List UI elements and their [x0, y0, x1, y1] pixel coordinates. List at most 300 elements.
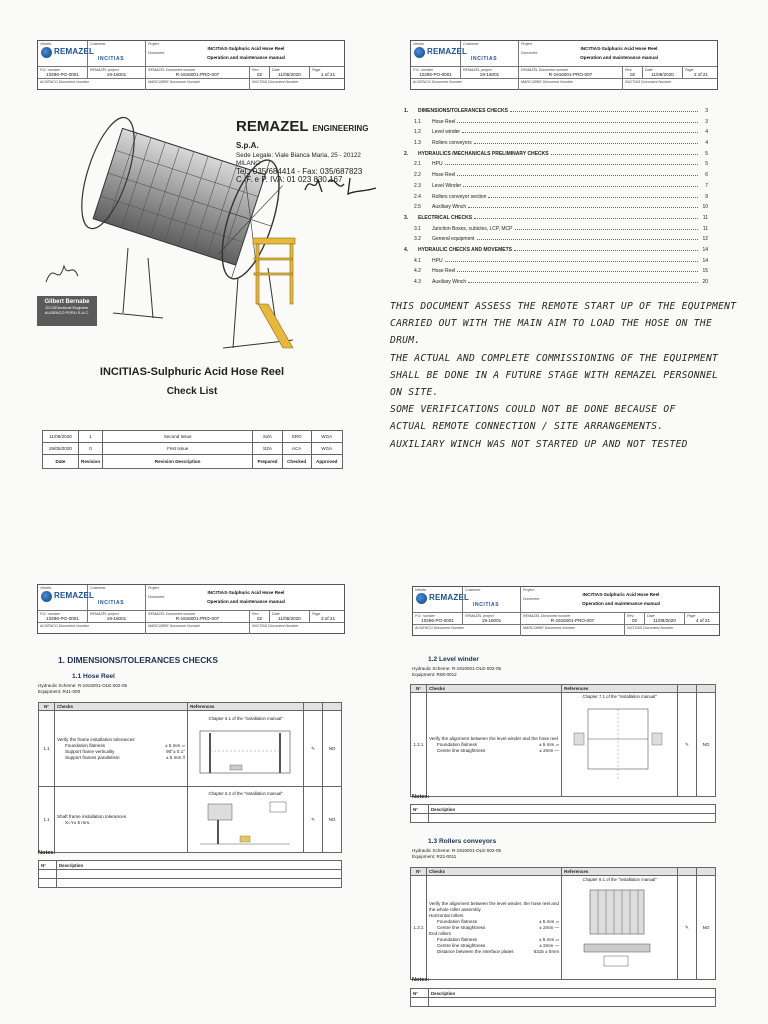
- toc-entry[interactable]: [404, 268, 708, 279]
- remazel-doc-value: R-1916001-PRO-007: [175, 72, 220, 77]
- tolerance-value: 6315 ± 5mm: [533, 948, 560, 954]
- remazel-doc-label: REMAZEL Document number: [148, 68, 196, 72]
- project-label: Project: [148, 42, 160, 46]
- notes-title: Notes:: [38, 850, 56, 856]
- toc-leader: [445, 258, 698, 262]
- toc-entry[interactable]: [404, 279, 708, 290]
- toc-title: Hose Reel: [432, 118, 456, 125]
- toc-leader: [463, 183, 698, 187]
- rev-value: 02: [256, 72, 263, 77]
- marcobre-label: MARCOBRE Document Number: [148, 80, 200, 84]
- toc-entry[interactable]: [404, 119, 708, 130]
- toc-title: DIMENSIONS/TOLERANCES CHECKS: [418, 108, 508, 114]
- incitias-doc-label: INCITIAS Document Number: [627, 626, 674, 630]
- revision-number: 1: [79, 431, 103, 443]
- col-number: N°: [411, 868, 427, 876]
- notes-cell: [411, 998, 429, 1007]
- check-result[interactable]: NO: [697, 693, 716, 797]
- notes-col-number: N°: [39, 861, 57, 870]
- toc-title: Rollers conveyor section: [432, 193, 487, 200]
- project-value: INCITIAS-Sulphuric Acid Hose Reel: [582, 592, 660, 597]
- tolerance-value: ± 5 mm: [539, 741, 555, 747]
- toc-entry[interactable]: [404, 151, 708, 162]
- col-references: References: [562, 868, 678, 876]
- company-suffix: ENGINEERING S.p.A.: [236, 124, 369, 150]
- table-row: [39, 787, 342, 853]
- toc-page: 3: [705, 118, 708, 125]
- toc-title: Level Winder: [432, 182, 462, 189]
- subsection-heading: 1.2 Level winder: [428, 656, 479, 663]
- document-label: Document: [521, 51, 538, 55]
- note-line: SOME VERIFICATIONS COULD NOT BE DONE BECAUSE OF: [390, 404, 676, 416]
- ausenco-label: AUSENCO Document Number: [415, 626, 464, 630]
- toc-page: 6: [705, 172, 708, 179]
- remazel-doc-label: REMAZEL Document number: [148, 612, 196, 616]
- toc-number: 2.5: [414, 204, 421, 211]
- toc-leader: [468, 279, 698, 283]
- toc-title: HPU: [432, 257, 443, 264]
- tolerance-value: ± 2mm: [539, 924, 554, 930]
- equipment-meta: [38, 683, 127, 695]
- notes-title: Notes:: [412, 977, 430, 983]
- toc-entry[interactable]: [404, 161, 708, 172]
- tolerance-symbol: //: [182, 754, 186, 760]
- rev-label: Rev.: [252, 612, 260, 616]
- note-line: DRUM.: [390, 335, 421, 347]
- marcobre-label: MARCOBRE Document Number: [148, 624, 200, 628]
- check-description: [426, 693, 561, 797]
- tolerance-name: Centre line straightness: [436, 942, 486, 948]
- remazel-doc-value: R-1916001-PRO-007: [175, 616, 220, 621]
- tolerance-name: Distance between the interface plates: [436, 948, 514, 954]
- company-phone: Tel.: 035/684414 - Fax: 035/687823: [236, 167, 363, 176]
- po-value: 10296-PO-0001: [46, 72, 79, 77]
- signature-mark-icon: ✎: [304, 787, 323, 853]
- ausenco-label: AUSENCO Document Number: [40, 624, 89, 628]
- po-label: P.O. number: [413, 68, 433, 72]
- table-of-contents: [404, 108, 708, 290]
- date-value: 11/08/2020: [651, 72, 674, 77]
- col-result: [697, 685, 716, 693]
- subsection-heading: 1.1 Hose Reel: [72, 673, 115, 680]
- notes-table: [410, 804, 716, 823]
- toc-title: HYDRAULICS /MECHANICALS PRELIMINARY CHECKS: [418, 150, 549, 157]
- incitias-logo: INCITIAS: [98, 56, 125, 62]
- revision-header-desc: Revision Description: [103, 455, 253, 469]
- page-label: Page: [312, 68, 321, 72]
- toc-entry[interactable]: [404, 194, 708, 205]
- ausenco-label: AUSENCO Document Number: [40, 80, 89, 84]
- revision-header-prepared: Prepared: [253, 455, 283, 469]
- toc-number: 4.: [404, 246, 409, 253]
- document-value: Operation and maintenance manual: [207, 599, 285, 604]
- remazel-project-label: REMAZEL project: [90, 68, 119, 72]
- toc-page: 4: [705, 140, 708, 147]
- revision-number: 0: [79, 443, 103, 455]
- toc-leader: [551, 151, 698, 155]
- check-intro: Shaft frame installation tolerances: [56, 813, 127, 819]
- tolerance-name: Centre line straightness: [436, 924, 486, 930]
- toc-entry[interactable]: [404, 247, 708, 258]
- page-label: Page: [685, 68, 694, 72]
- toc-leader: [488, 194, 698, 198]
- remazel-logo-icon: [416, 593, 427, 604]
- tolerance-line: [57, 820, 185, 826]
- notes-cell[interactable]: [429, 814, 716, 823]
- note-line: AUXILIARY WINCH WAS NOT STARTED UP AND NOT TESTED: [390, 438, 688, 450]
- toc-entry[interactable]: [404, 258, 708, 269]
- project-value: INCITIAS-Sulphuric Acid Hose Reel: [207, 590, 285, 595]
- tolerance-value: 90°± 0.1°: [166, 748, 186, 754]
- rev-value: 02: [631, 618, 638, 623]
- note-line: THE ACTUAL AND COMPLETE COMMISSIONING OF THE EQUIPMENT: [390, 352, 719, 364]
- toc-entry[interactable]: [404, 140, 708, 151]
- notes-row: [39, 879, 342, 888]
- check-description: [54, 787, 187, 853]
- tolerance-name: Foundation flatness: [64, 742, 106, 748]
- po-label: P.O. number: [415, 614, 435, 618]
- customer-label: Customer: [90, 42, 106, 46]
- page-number: 1 of 21: [320, 72, 336, 77]
- revision-prepared: SZA: [253, 443, 283, 455]
- remazel-logo-icon: [414, 47, 425, 58]
- hydraulic-scheme: Hydraulic Scheme: R-1916001-OLE-002-05: [412, 666, 502, 671]
- remazel-logo-icon: [41, 591, 52, 602]
- toc-leader: [477, 236, 698, 240]
- customer-label: Customer: [465, 588, 481, 592]
- hydraulic-scheme: Hydraulic Scheme: R-1916001-OLE-002-05: [38, 683, 128, 688]
- toc-leader: [462, 129, 698, 133]
- toc-title: Hose Reel: [432, 268, 456, 275]
- notes-col-number: N°: [411, 989, 429, 998]
- notes-table: [410, 988, 716, 1007]
- notes-header-row: [411, 989, 716, 998]
- toc-leader: [445, 161, 698, 165]
- toc-number: 2.4: [414, 193, 421, 200]
- toc-title: General equipment: [432, 236, 475, 243]
- tolerance-value: ± 2mm: [539, 942, 554, 948]
- date-label: Date: [272, 68, 280, 72]
- col-references: References: [188, 703, 304, 711]
- tolerance-line: [429, 748, 559, 754]
- vendor-label: Vendor: [413, 42, 425, 46]
- note-line: SHALL BE DONE IN A FUTURE STAGE WITH REMAZEL PERSONNEL: [390, 369, 719, 381]
- toc-page: 11: [702, 214, 708, 221]
- check-table: [38, 702, 342, 853]
- page-number: 4 of 21: [695, 618, 711, 623]
- equipment-meta: [412, 666, 501, 678]
- revision-prepared: SZA: [253, 431, 283, 443]
- remazel-doc-value: R-1916001-PRO-007: [548, 72, 593, 77]
- tolerance-symbol: ▱: [555, 741, 560, 747]
- equipment-meta: [412, 848, 501, 860]
- customer-label: Customer: [90, 586, 106, 590]
- roller-conveyor-diagram-icon: [564, 882, 674, 970]
- document-value: Operation and maintenance manual: [582, 601, 660, 606]
- notes-header-row: [411, 805, 716, 814]
- col-checks: Checks: [54, 703, 187, 711]
- toc-entry[interactable]: [404, 172, 708, 183]
- vendor-label: Vendor: [40, 42, 52, 46]
- notes-col-description: Description: [429, 989, 716, 998]
- section-heading: 1. DIMENSIONS/TOLERANCES CHECKS: [58, 655, 218, 665]
- incitias-doc-label: INCITIAS Document Number: [252, 624, 299, 628]
- check-header-row: [39, 703, 342, 711]
- tolerance-name: Foundation flatness: [436, 741, 478, 747]
- toc-page: 7: [705, 182, 708, 189]
- document-value: Operation and maintenance manual: [207, 55, 285, 60]
- document-header: [410, 40, 718, 90]
- remazel-logo: REMAZEL: [54, 47, 95, 56]
- revision-header-checked: Checked: [282, 455, 311, 469]
- tolerance-symbol: —: [554, 924, 560, 930]
- toc-entry[interactable]: [404, 226, 708, 237]
- tolerance-symbol: —: [554, 942, 560, 948]
- rev-value: 02: [629, 72, 636, 77]
- toc-entry[interactable]: [404, 129, 708, 140]
- po-value: 10296-PO-0001: [46, 616, 79, 621]
- po-value: 10296-PO-0001: [421, 618, 454, 623]
- toc-entry[interactable]: [404, 108, 708, 119]
- toc-page: 9: [705, 193, 708, 200]
- toc-title: HPU: [432, 161, 443, 168]
- revision-description: First Issue: [103, 443, 253, 455]
- toc-entry[interactable]: [404, 215, 708, 226]
- stamp-company: AUSENCO PERU S.A.C.: [44, 310, 90, 315]
- toc-title: Hose Reel: [432, 172, 456, 179]
- tolerance-value: ± 5 mm: [166, 754, 182, 760]
- revision-table: [42, 430, 343, 469]
- reference-caption: Chapter 7.1 of the "installation manual": [582, 694, 657, 699]
- document-label: Document: [523, 597, 540, 601]
- tolerance-value: ± 5 mm: [165, 742, 181, 748]
- note-line: THIS DOCUMENT ASSESS THE REMOTE START UP OF THE EQUIPMENT: [390, 301, 737, 312]
- signature-mark-icon: ✎: [678, 876, 697, 980]
- revision-row: [43, 431, 343, 443]
- table-row: [411, 693, 716, 797]
- toc-page: 20: [702, 279, 708, 285]
- reference-caption: Chapter 6.2 of the "installation manual": [208, 790, 283, 796]
- incitias-doc-label: INCITIAS Document Number: [252, 80, 299, 84]
- revision-approved: WGA: [311, 443, 342, 455]
- notes-table: [38, 860, 342, 888]
- toc-title: Junction Boxes, cubicles, LCP, MCP: [432, 225, 513, 232]
- signature-mark-icon: ✎: [678, 693, 697, 797]
- engineer-stamp: [37, 296, 97, 326]
- remazel-project-label: REMAZEL project: [463, 68, 492, 72]
- toc-entry[interactable]: [404, 204, 708, 215]
- toc-title: Auxiliary Winch: [432, 279, 467, 285]
- check-intro: Verify the frame installation tolerances: [56, 736, 135, 742]
- project-value: INCITIAS-Sulphuric Acid Hose Reel: [580, 46, 658, 51]
- date-label: Date: [647, 614, 655, 618]
- rev-label: Rev.: [627, 614, 635, 618]
- notes-row: [39, 870, 342, 879]
- toc-leader: [515, 226, 698, 230]
- remazel-project-value: 19-16001: [481, 618, 502, 623]
- tolerance-line: [57, 755, 185, 761]
- shaft-frame-diagram-icon: [190, 796, 300, 848]
- col-sign: [304, 703, 323, 711]
- col-result: [323, 703, 342, 711]
- po-label: P.O. number: [40, 68, 60, 72]
- check-number: 1.1: [39, 787, 55, 853]
- date-value: 11/08/2020: [278, 72, 301, 77]
- tolerance-symbol: —: [554, 747, 560, 753]
- reference-cell: [188, 787, 304, 853]
- remazel-doc-value: R-1916001-PRO-007: [550, 618, 595, 623]
- toc-number: 2.2: [414, 172, 421, 179]
- toc-leader: [474, 215, 698, 219]
- rev-label: Rev.: [625, 68, 633, 72]
- check-result[interactable]: NO: [697, 876, 716, 980]
- check-result[interactable]: NO: [323, 787, 342, 853]
- reference-cell: [188, 711, 304, 787]
- document-label: Document: [148, 51, 165, 55]
- tolerance-value: ± 5 mm: [539, 936, 555, 942]
- check-description: [426, 876, 561, 980]
- reference-cell: [562, 876, 678, 980]
- toc-page: 15: [702, 268, 708, 275]
- level-winder-diagram-icon: [564, 699, 674, 787]
- check-intro: Verify the alignment between the level winder, the hose reel and the whole roller assembly: [428, 900, 559, 912]
- rev-label: Rev.: [252, 68, 260, 72]
- signature-icon: [300, 170, 380, 200]
- toc-number: 1.1: [414, 118, 421, 125]
- revision-date: 11/08/2020: [43, 431, 79, 443]
- check-table: [410, 684, 716, 797]
- date-value: 11/08/2020: [278, 616, 301, 621]
- revision-row: [43, 443, 343, 455]
- vendor-label: Vendor: [40, 586, 52, 590]
- col-sign: [678, 685, 697, 693]
- revision-approved: WGA: [311, 431, 342, 443]
- notes-cell[interactable]: [57, 870, 342, 879]
- notes-cell: [39, 879, 57, 888]
- po-value: 10296-PO-0001: [419, 72, 452, 77]
- toc-entry[interactable]: [404, 236, 708, 247]
- page-3: [0, 512, 384, 1024]
- toc-title: ELECTRICAL CHECKS: [418, 214, 473, 221]
- document-subtitle: Check List: [166, 386, 218, 397]
- notes-col-description: Description: [57, 861, 342, 870]
- col-result: [697, 868, 716, 876]
- toc-number: 2.: [404, 150, 409, 157]
- document-header: [412, 586, 720, 636]
- remazel-doc-label: REMAZEL Document number: [521, 68, 569, 72]
- toc-page: 14: [702, 246, 708, 253]
- toc-page: 12: [702, 236, 708, 243]
- check-intro: Verify the alignment between the level winder and the hose reel: [428, 735, 558, 741]
- marcobre-label: MARCOBRE Document Number: [523, 626, 575, 630]
- check-description: [54, 711, 187, 787]
- toc-title: Auxiliary Winch: [432, 204, 467, 211]
- col-checks: Checks: [426, 868, 561, 876]
- tolerance-symbol: ▱: [181, 742, 186, 748]
- reference-caption: Chapter 8.1 of the "installation manual": [582, 877, 657, 882]
- check-number: 1.2.1: [411, 693, 427, 797]
- page-4: [384, 512, 768, 1024]
- note-line: ACTUAL REMOTE CONNECTION / SITE ARRANGEMENTS.: [390, 421, 664, 433]
- toc-leader: [457, 172, 698, 176]
- toc-leader: [514, 247, 698, 251]
- tolerance-value: ± 2mm: [539, 747, 554, 753]
- page-number: 3 of 21: [320, 616, 336, 621]
- rev-value: 02: [256, 616, 263, 621]
- reference-cell: [562, 693, 678, 797]
- notes-col-description: Description: [429, 805, 716, 814]
- tolerance-name: Support frame verticality: [64, 748, 115, 754]
- stamp-name: Gilbert Bernabe: [44, 299, 90, 305]
- notes-cell[interactable]: [57, 879, 342, 888]
- tolerance-name: Centre line straightness: [436, 747, 486, 753]
- table-row: [411, 876, 716, 980]
- tolerance-line: [429, 949, 559, 955]
- toc-page: 14: [702, 257, 708, 264]
- remazel-project-value: 19-16001: [479, 72, 500, 77]
- document-value: Operation and maintenance manual: [580, 55, 658, 60]
- toc-number: 3.: [404, 214, 409, 221]
- check-result[interactable]: NO: [323, 711, 342, 787]
- toc-number: 4.2: [414, 268, 421, 275]
- page-label: Page: [687, 614, 696, 618]
- page-1: [0, 0, 384, 512]
- toc-number: 1.: [404, 108, 409, 114]
- project-label: Project: [523, 588, 535, 592]
- remazel-project-label: REMAZEL project: [465, 614, 494, 618]
- tolerance-symbol: ▱: [555, 936, 560, 942]
- po-label: P.O. number: [40, 612, 60, 616]
- revision-header-row: [43, 455, 343, 469]
- toc-title: Rollers conveyors: [432, 140, 472, 147]
- col-number: N°: [39, 703, 55, 711]
- toc-number: 1.3: [414, 140, 421, 147]
- document-header: [37, 584, 345, 634]
- notes-row: [411, 814, 716, 823]
- reference-caption: Chapter 6.1 of the "installation manual": [208, 715, 283, 721]
- company-address: Sede Legale: Viale Bianca Maria, 25 - 20122 MILANO: [236, 152, 361, 167]
- tolerance-name: Support frames parallelism: [64, 754, 120, 760]
- toc-entry[interactable]: [404, 183, 708, 194]
- toc-page: 10: [702, 204, 708, 211]
- project-label: Project: [521, 42, 533, 46]
- check-header-row: [411, 685, 716, 693]
- col-checks: Checks: [426, 685, 561, 693]
- remazel-logo: REMAZEL: [427, 47, 468, 56]
- toc-leader: [457, 119, 698, 123]
- engineer-signature-icon: [42, 258, 82, 288]
- revision-header-rev: Revision: [79, 455, 103, 469]
- table-row: [39, 711, 342, 787]
- date-label: Date: [645, 68, 653, 72]
- check-header-row: [411, 868, 716, 876]
- equipment-code: Equipment: R22-0011: [412, 854, 457, 859]
- revision-description: Second Issue: [103, 431, 253, 443]
- toc-number: 3.2: [414, 236, 421, 243]
- incitias-logo: INCITIAS: [98, 600, 125, 606]
- remazel-project-value: 19-16001: [106, 72, 127, 77]
- notes-cell[interactable]: [429, 998, 716, 1007]
- stamp-role: DCS/Electrical Engineer: [45, 305, 89, 310]
- toc-leader: [510, 108, 698, 112]
- toc-page: 5: [705, 150, 708, 157]
- toc-page: 4: [705, 129, 708, 136]
- check-table: [410, 867, 716, 980]
- signature-mark-icon: ✎: [304, 711, 323, 787]
- toc-number: 4.1: [414, 257, 421, 264]
- toc-number: 2.1: [414, 161, 421, 168]
- check-number: 1.3.1: [411, 876, 427, 980]
